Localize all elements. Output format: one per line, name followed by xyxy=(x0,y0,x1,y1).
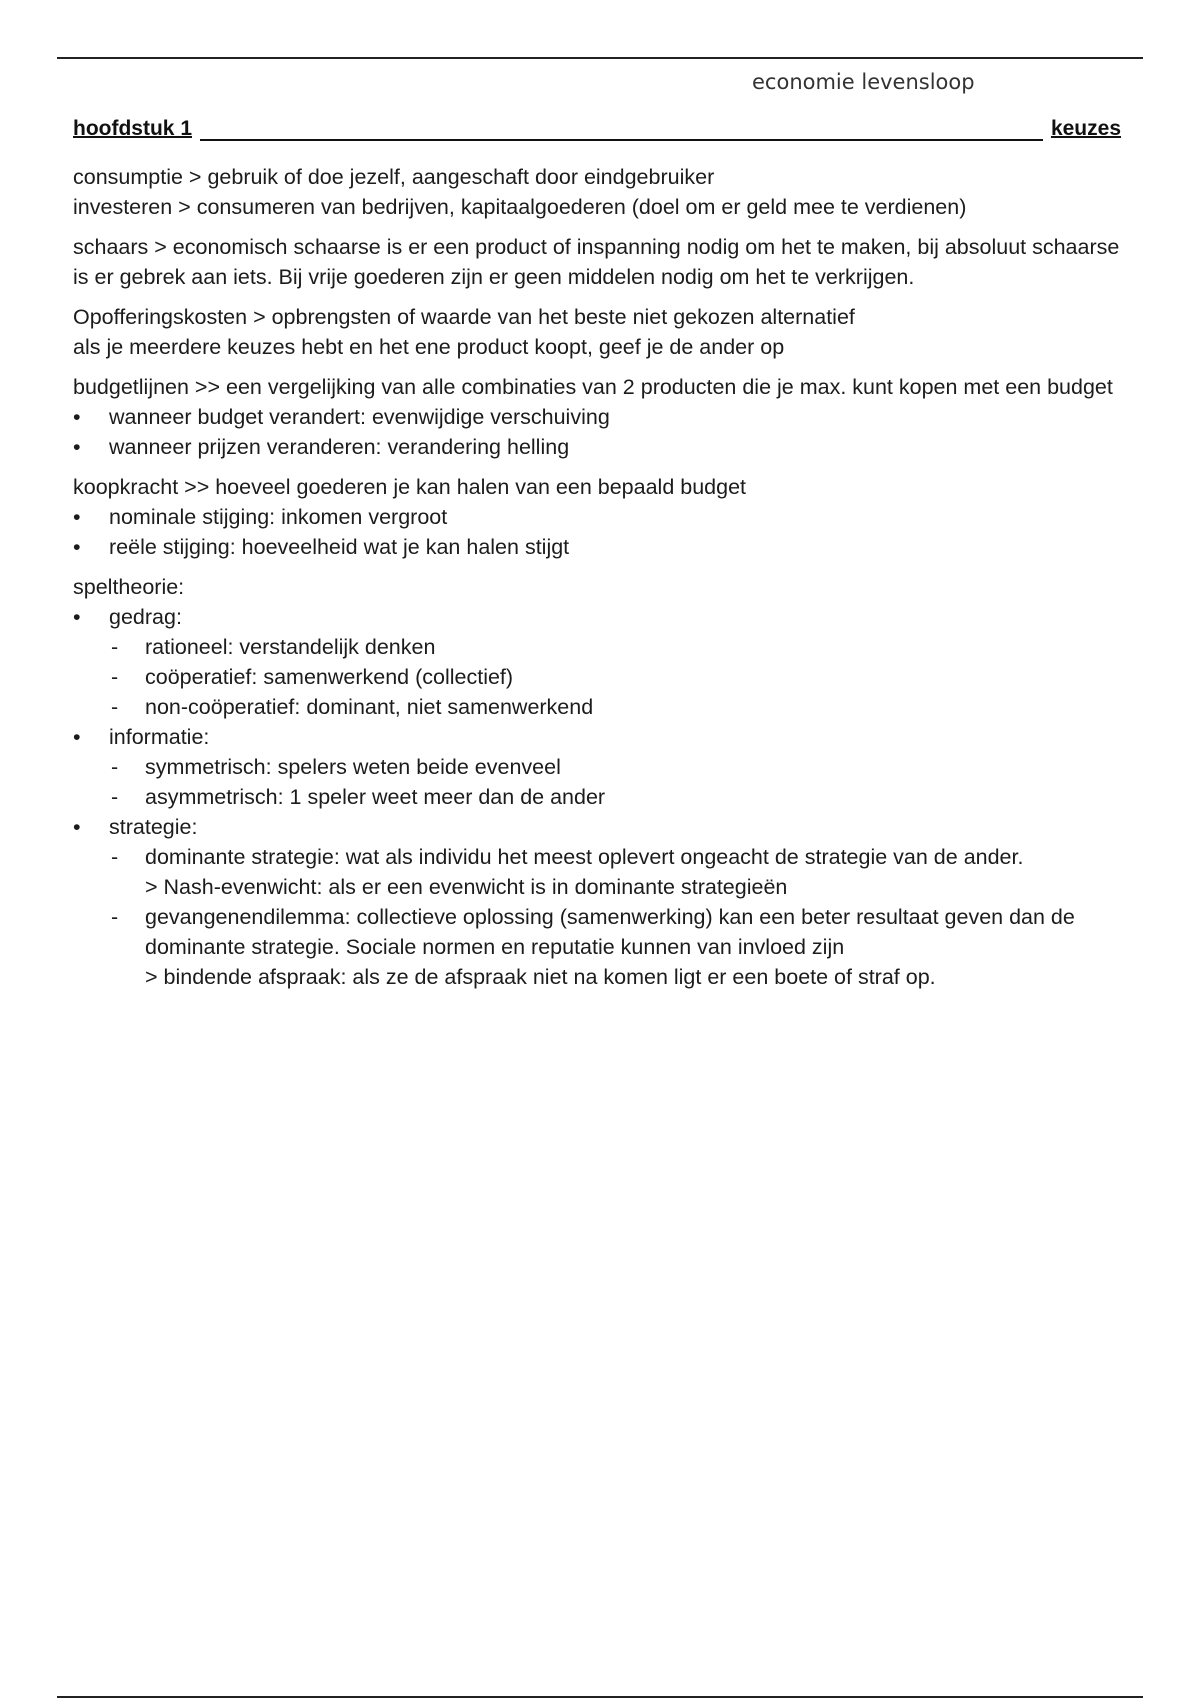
informatie-label: • informatie: xyxy=(109,725,210,749)
chapter-heading xyxy=(73,117,1121,141)
list-item: • reële stijging: hoeveelheid wat je kan halen stijgt xyxy=(73,532,1133,562)
document-subject: economie levensloop xyxy=(752,70,975,94)
dominant-text: - dominante strategie: wat als individu het meest oplevert ongeacht de strategie van de ander. xyxy=(145,845,1024,869)
list-item: • nominale stijging: inkomen vergroot xyxy=(73,502,1133,532)
dilemma-text: - gevangenendilemma: collectieve oplossing (samenwerking) kan een beter resultaat geven dan de dominante strategie. Sociale normen en reputatie kunnen van invloed zijn xyxy=(145,905,1075,959)
nash-text: > Nash-evenwicht: als er een evenwicht is in dominante strategieën xyxy=(145,875,788,899)
sub-list-item-dilemma xyxy=(109,902,1133,992)
para-speltheorie: speltheorie: xyxy=(73,575,185,599)
sub-list-item: - symmetrisch: spelers weten beide evenveel xyxy=(109,752,1133,782)
speltheorie-list xyxy=(73,602,1133,992)
chapter-label: hoofdstuk 1 xyxy=(73,117,192,140)
list-item: • wanneer budget verandert: evenwijdige verschuiving xyxy=(73,402,1133,432)
koopkracht-list xyxy=(73,502,1133,562)
strategie-label: • strategie: xyxy=(109,815,198,839)
top-rule xyxy=(57,57,1143,59)
list-item-gedrag xyxy=(73,602,1133,722)
bottom-rule xyxy=(57,1696,1143,1698)
para-investeren: investeren > consumeren van bedrijven, kapitaalgoederen (doel om er geld mee te verdienen) xyxy=(73,195,967,219)
para-opofferingskosten: Opofferingskosten > opbrengsten of waarde van het beste niet gekozen alternatief xyxy=(73,305,855,329)
list-item-informatie xyxy=(73,722,1133,812)
bindend-text: > bindende afspraak: als ze de afspraak niet na komen ligt er een boete of straf op. xyxy=(145,965,936,989)
sub-list-item: - asymmetrisch: 1 speler weet meer dan de ander xyxy=(109,782,1133,812)
strategie-sublist xyxy=(109,842,1133,992)
list-item-strategie xyxy=(73,812,1133,992)
sub-list-item: - non-coöperatief: dominant, niet samenwerkend xyxy=(109,692,1133,722)
chapter-title: keuzes xyxy=(1050,117,1121,140)
para-opofferingskosten-uitleg: als je meerdere keuzes hebt en het ene product koopt, geef je de ander op xyxy=(73,335,785,359)
sub-list-item-dominant xyxy=(109,842,1133,902)
document-body xyxy=(73,162,1133,992)
gedrag-sublist xyxy=(109,632,1133,722)
para-schaars: schaars > economisch schaarse is er een product of inspanning nodig om het te maken, bij absoluut schaarse is er gebrek aan iets. Bij vrije goederen zijn er geen middelen nodig om het te verkrijgen. xyxy=(73,235,1120,289)
para-koopkracht: koopkracht >> hoeveel goederen je kan halen van een bepaald budget xyxy=(73,475,747,499)
gedrag-label: • gedrag: xyxy=(109,605,182,629)
sub-list-item: - rationeel: verstandelijk denken xyxy=(109,632,1133,662)
informatie-sublist xyxy=(109,752,1133,812)
budget-list xyxy=(73,402,1133,462)
list-item: • wanneer prijzen veranderen: verandering helling xyxy=(73,432,1133,462)
para-consumptie: consumptie > gebruik of doe jezelf, aangeschaft door eindgebruiker xyxy=(73,165,715,189)
chapter-underline xyxy=(200,119,1043,141)
sub-list-item: - coöperatief: samenwerkend (collectief) xyxy=(109,662,1133,692)
para-budgetlijnen: budgetlijnen >> een vergelijking van alle combinaties van 2 producten die je max. kunt kopen met een budget xyxy=(73,375,1113,399)
